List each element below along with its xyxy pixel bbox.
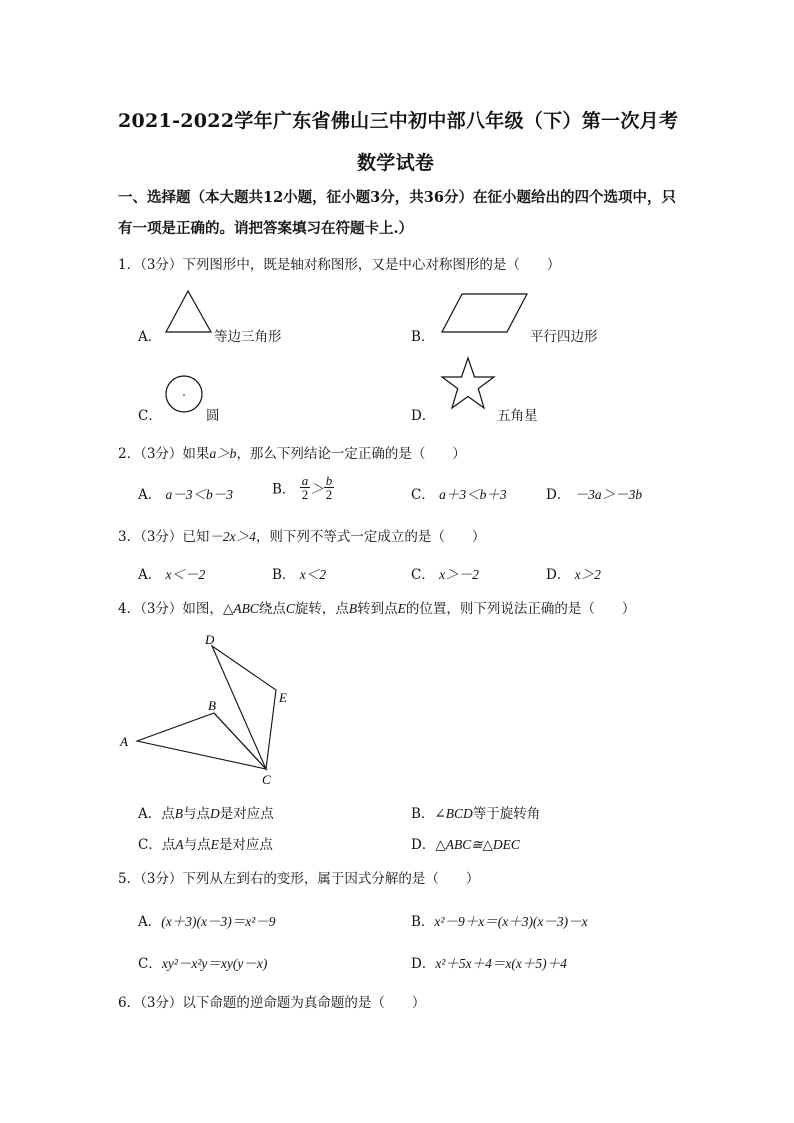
q3-option-c-text: x＞－2: [439, 567, 479, 582]
q2-option-a-letter: A．: [138, 487, 162, 503]
q1-option-b-letter: B．: [411, 329, 435, 345]
q3-stem-prefix: 3．（3分）已知: [118, 529, 210, 545]
q2-option-b-letter: B．: [272, 481, 296, 498]
q2-option-c: [411, 483, 507, 503]
q2-stem-math: a＞b: [209, 446, 237, 461]
q4-option-b: B．∠BCD等于旋转角: [411, 806, 541, 822]
q3-option-c-letter: C．: [411, 567, 435, 583]
q3-option-d-text: x＞2: [574, 567, 601, 582]
q2-option-d-text: －3a＞－3b: [574, 487, 643, 502]
q3-option-d-letter: D．: [546, 567, 571, 583]
label-a: A: [120, 734, 128, 749]
label-b: B: [208, 698, 216, 713]
page-title-line1: 2021-2022学年广东省佛山三中初中部八年级（下）第一次月考: [118, 110, 679, 132]
page-title-line2: 数学试卷: [357, 152, 435, 174]
q5-stem: 5．（3分）下列从左到右的变形，属于因式分解的是（ ）: [118, 871, 480, 887]
q1-option-d-letter: D．: [411, 408, 436, 424]
q3-stem: [118, 525, 485, 545]
segment-bc-bd: [214, 713, 266, 769]
q2-option-d-letter: D．: [546, 487, 571, 503]
section-header-line1: 一、选择题（本大题共12小题，征小题3分，共36分）在征小题给出的四个选项中，只: [118, 189, 676, 206]
q3-option-b-text: x＜2: [299, 567, 326, 582]
q5-option-b: B．x²－9＋x＝(x＋3)(x－3)－x: [411, 914, 588, 930]
parallelogram-figure: [440, 292, 530, 334]
label-e: E: [279, 690, 287, 705]
q3-option-c: [411, 563, 479, 583]
label-c: C: [262, 772, 271, 787]
q3-stem-suffix: ，则下列不等式一定成立的是（ ）: [255, 529, 486, 545]
q2-option-d: [546, 483, 642, 503]
section-header-line2: 有一项是正确的。诮把答案填习在符题卡上.）: [118, 220, 414, 237]
q2-option-c-text: a＋3＜b＋3: [439, 487, 507, 502]
q2-stem-suffix: ，那么下列结论一定正确的是（ ）: [236, 446, 466, 462]
q3-option-a: [138, 563, 205, 583]
q2-option-a: [138, 483, 233, 503]
label-d: D: [205, 632, 215, 647]
circle-figure: [164, 374, 204, 414]
q2-option-b-frac-b: $\frac{b}{2}$: [325, 473, 333, 502]
q3-option-d: [546, 563, 601, 583]
q3-option-b-letter: B．: [272, 567, 296, 583]
q1-option-a-label: 等边三角形: [214, 329, 282, 345]
q6-stem: 6．（3分）以下命题的逆命题为真命题的是（ ）: [118, 995, 426, 1011]
q3-option-b: [272, 563, 326, 583]
rotation-triangle-diagram: [110, 628, 310, 793]
q2-option-b-op: ＞: [310, 481, 324, 497]
q5-option-c: C．xy²－x²y＝xy(y－x): [138, 956, 268, 972]
q4-option-c: C．点A与点E是对应点: [138, 837, 273, 853]
triangle-abc: [137, 713, 266, 769]
q2-stem: [118, 442, 466, 462]
triangle-dec: [212, 646, 276, 769]
q4-stem: 4．（3分）如图，△ABC绕点C旋转，点B转到点E的位置，则下列说法正确的是（ ）: [118, 601, 636, 617]
q3-option-a-letter: A．: [138, 567, 162, 583]
q2-option-c-letter: C．: [411, 487, 435, 503]
q2-stem-prefix: 2．（3分）如果: [118, 446, 210, 462]
q1-option-d-label: 五角星: [497, 408, 538, 424]
q1-stem: 1．（3分）下列图形中，既是轴对称图形，又是中心对称图形的是（ ）: [118, 257, 561, 273]
q3-option-a-text: x＜－2: [165, 567, 206, 582]
q4-option-a: A．点B与点D是对应点: [138, 806, 274, 822]
equilateral-triangle-figure: [164, 289, 214, 335]
q1-option-c-letter: C．: [138, 408, 162, 424]
q2-option-b-frac-a: $\frac{a}{2}$: [301, 473, 309, 502]
q2-option-a-text: a－3＜b－3: [165, 487, 234, 502]
q2-option-b: [272, 474, 334, 501]
q5-option-a: A．(x＋3)(x－3)＝x²－9: [138, 914, 276, 930]
five-pointed-star-figure: [440, 357, 496, 413]
q1-option-b-label: 平行四边形: [530, 329, 598, 345]
q3-stem-math: －2x＞4: [209, 529, 256, 544]
q1-option-c-label: 圆: [206, 408, 220, 424]
q4-option-d: D．△ABC≅△DEC: [411, 837, 520, 853]
q5-option-d: D．x²＋5x＋4＝x(x＋5)＋4: [411, 956, 567, 972]
q1-option-a-letter: A．: [138, 329, 162, 345]
